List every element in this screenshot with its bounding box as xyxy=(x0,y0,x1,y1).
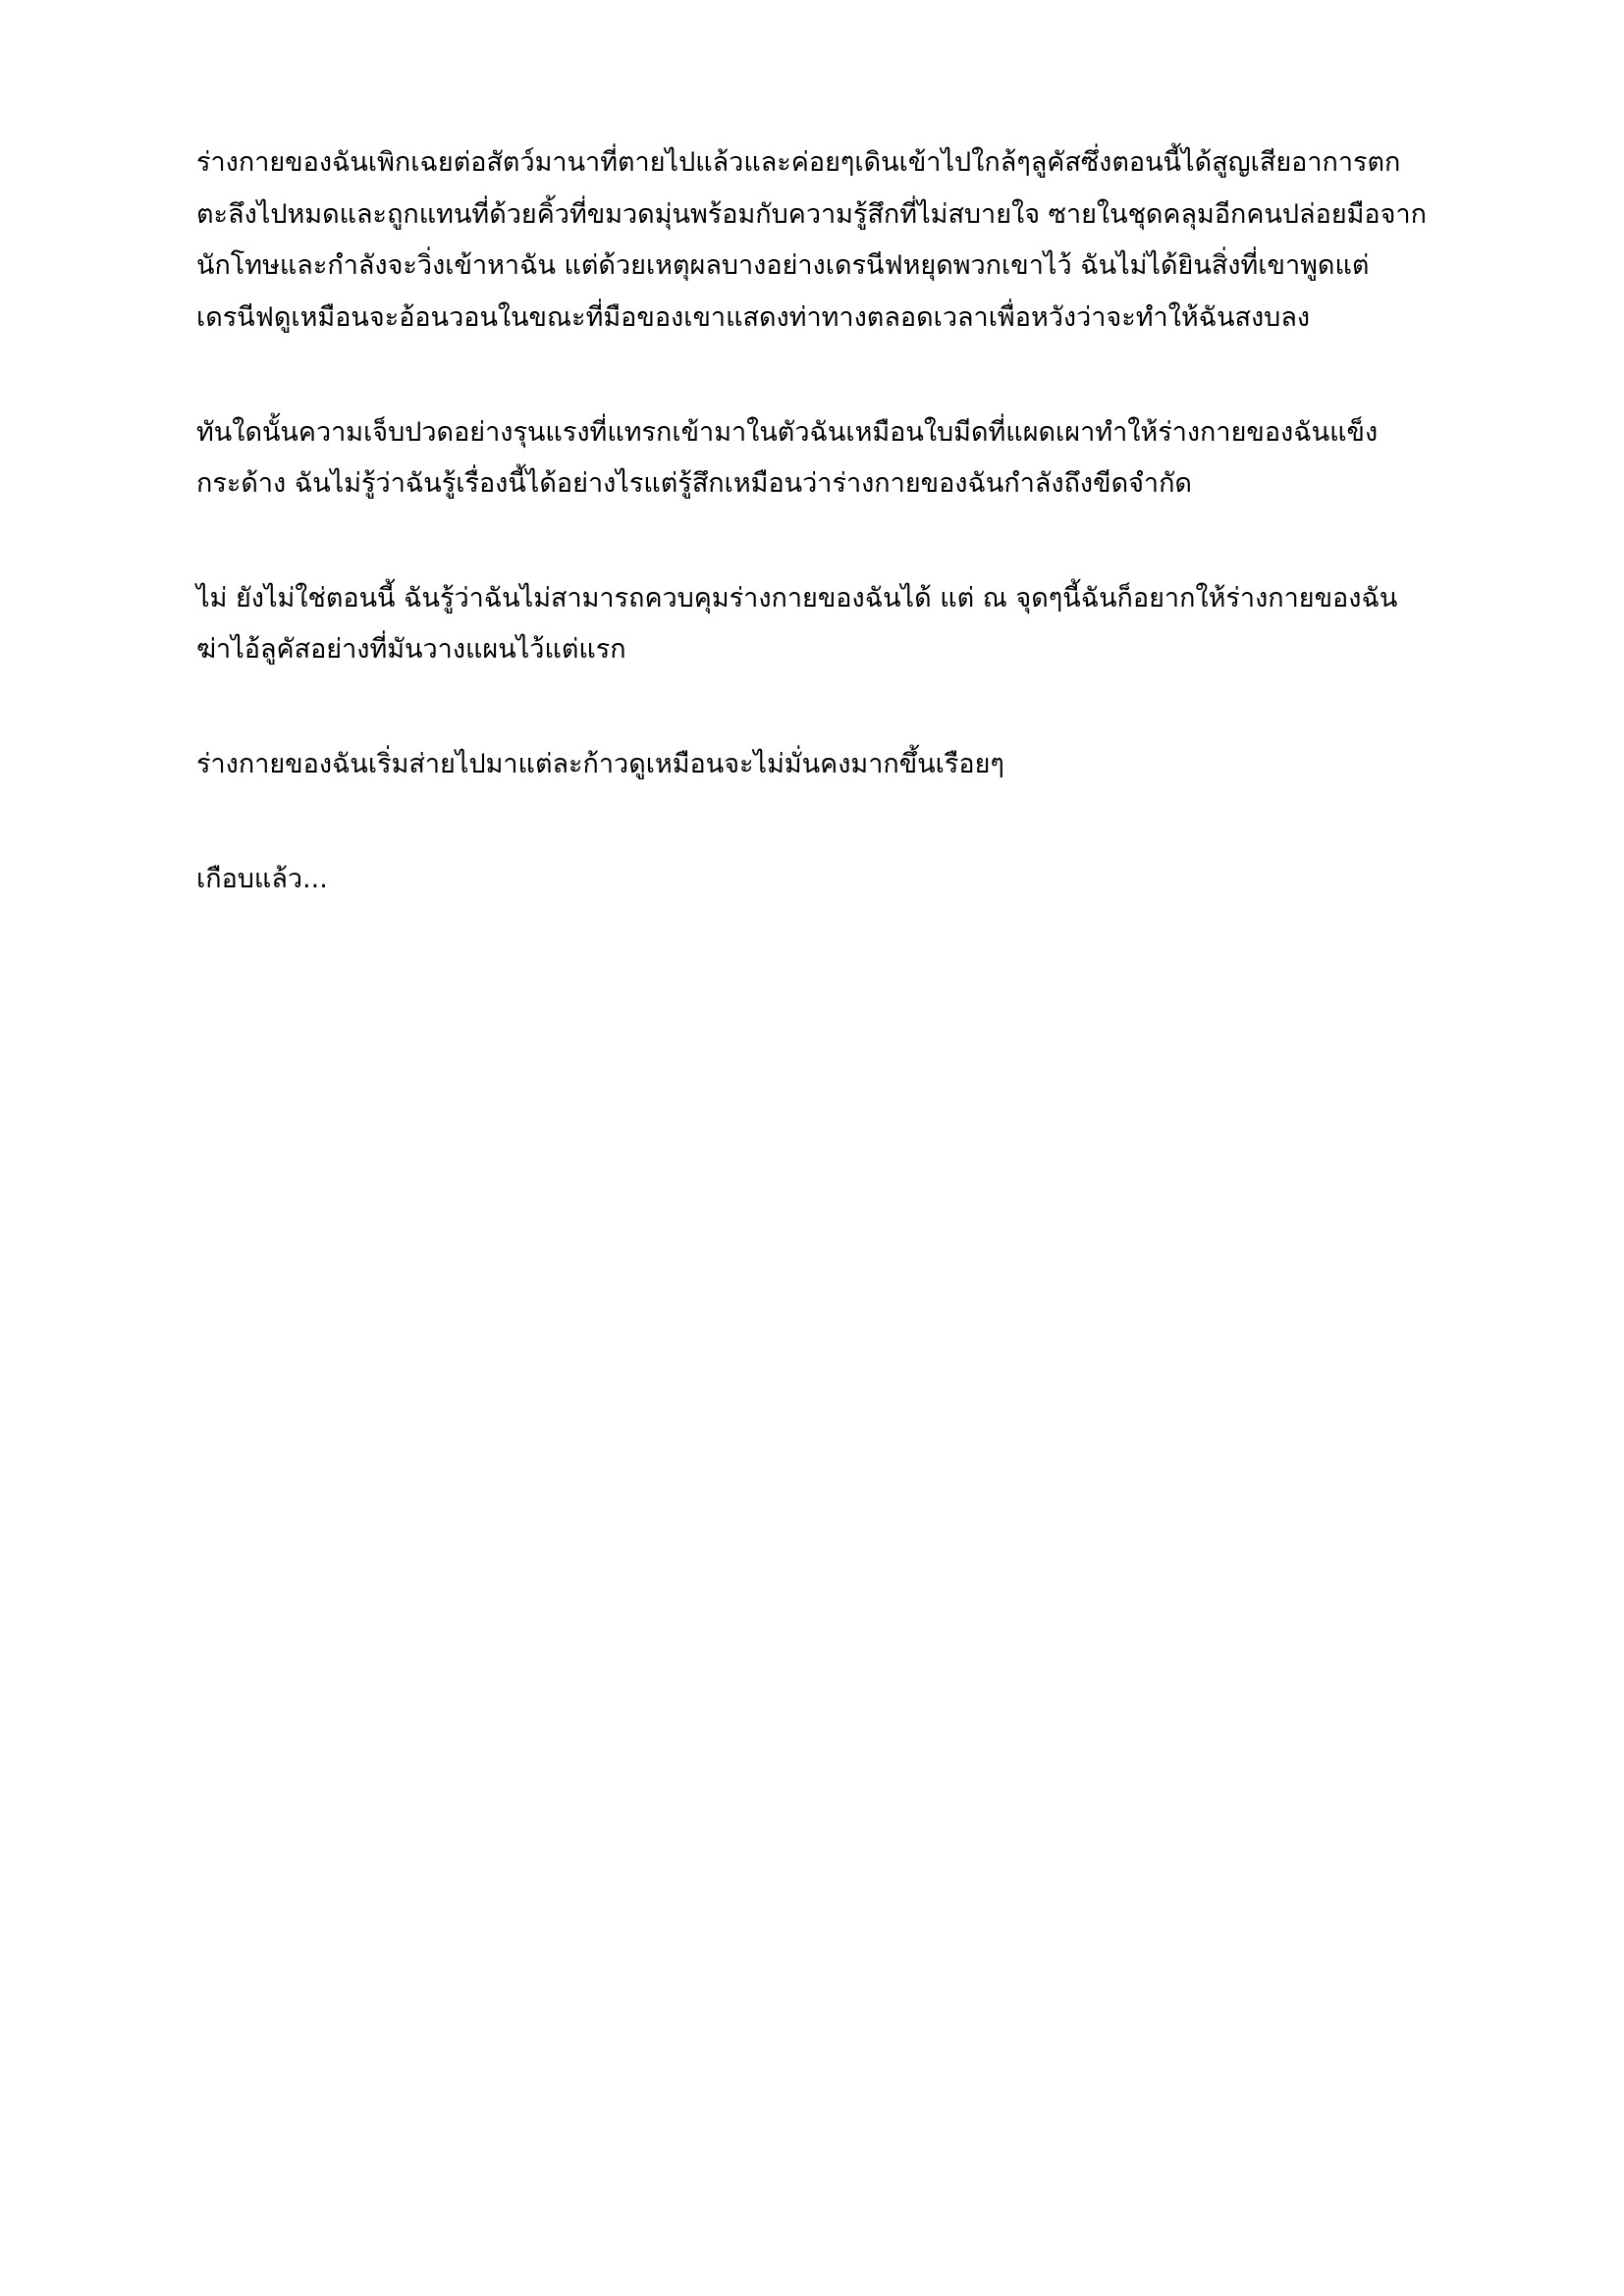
paragraph-1: ร่างกายของฉันเพิกเฉยต่อสัตว์มานาที่ตายไปแล้วและค่อยๆเดินเข้าไปใกล้ๆลูคัสซึ่งตอนนี้ได้สูญเสียอาการตกตะลึงไปหมดและถูกแทนที่ด้วยคิ้วที่ขมวดมุ่นพร้อมกับความรู้สึกที่ไม่สบายใจ ซายในชุดคลุมอีกคนปล่อยมือจากนักโทษและกำลังจะวิ่งเข้าหาฉัน แต่ด้วยเหตุผลบางอย่างเดรนีฟหยุดพวกเขาไว้ ฉันไม่ได้ยินสิ่งที่เขาพูดแต่เดรนีฟดูเหมือนจะอ้อนวอนในขณะที่มือของเขาแสดงท่าทางตลอดเวลาเพื่อหวังว่าจะทำให้ฉันสงบลง xyxy=(196,147,1427,333)
paragraph-4: ร่างกายของฉันเริ่มส่ายไปมาแต่ละก้าวดูเหมือนจะไม่มั่นคงมากขึ้นเรือยๆ xyxy=(196,749,1004,780)
paragraph-2: ทันใดนั้นความเจ็บปวดอย่างรุนแรงที่แทรกเข้ามาในตัวฉันเหมือนใบมีดที่แผดเผาทำให้ร่างกายของฉันแข็งกระด้าง ฉันไม่รู้ว่าฉันรู้เรื่องนี้ได้อย่างไรแต่รู้สึกเหมือนว่าร่างกายของฉันกำลังถึงขีดจำกัด xyxy=(196,416,1379,500)
document-body xyxy=(196,137,1428,905)
paragraph-5: เกือบแล้ว... xyxy=(196,863,328,894)
paragraph-3: ไม่ ยังไม่ใช่ตอนนี้ ฉันรู้ว่าฉันไม่สามารถควบคุมร่างกายของฉันได้ แต่ ณ จุดๆนี้ฉันก็อยากให้ร่างกายของฉันฆ่าไอ้ลูคัสอย่างที่มันวางแผนไว้แต่แรก xyxy=(196,582,1398,666)
